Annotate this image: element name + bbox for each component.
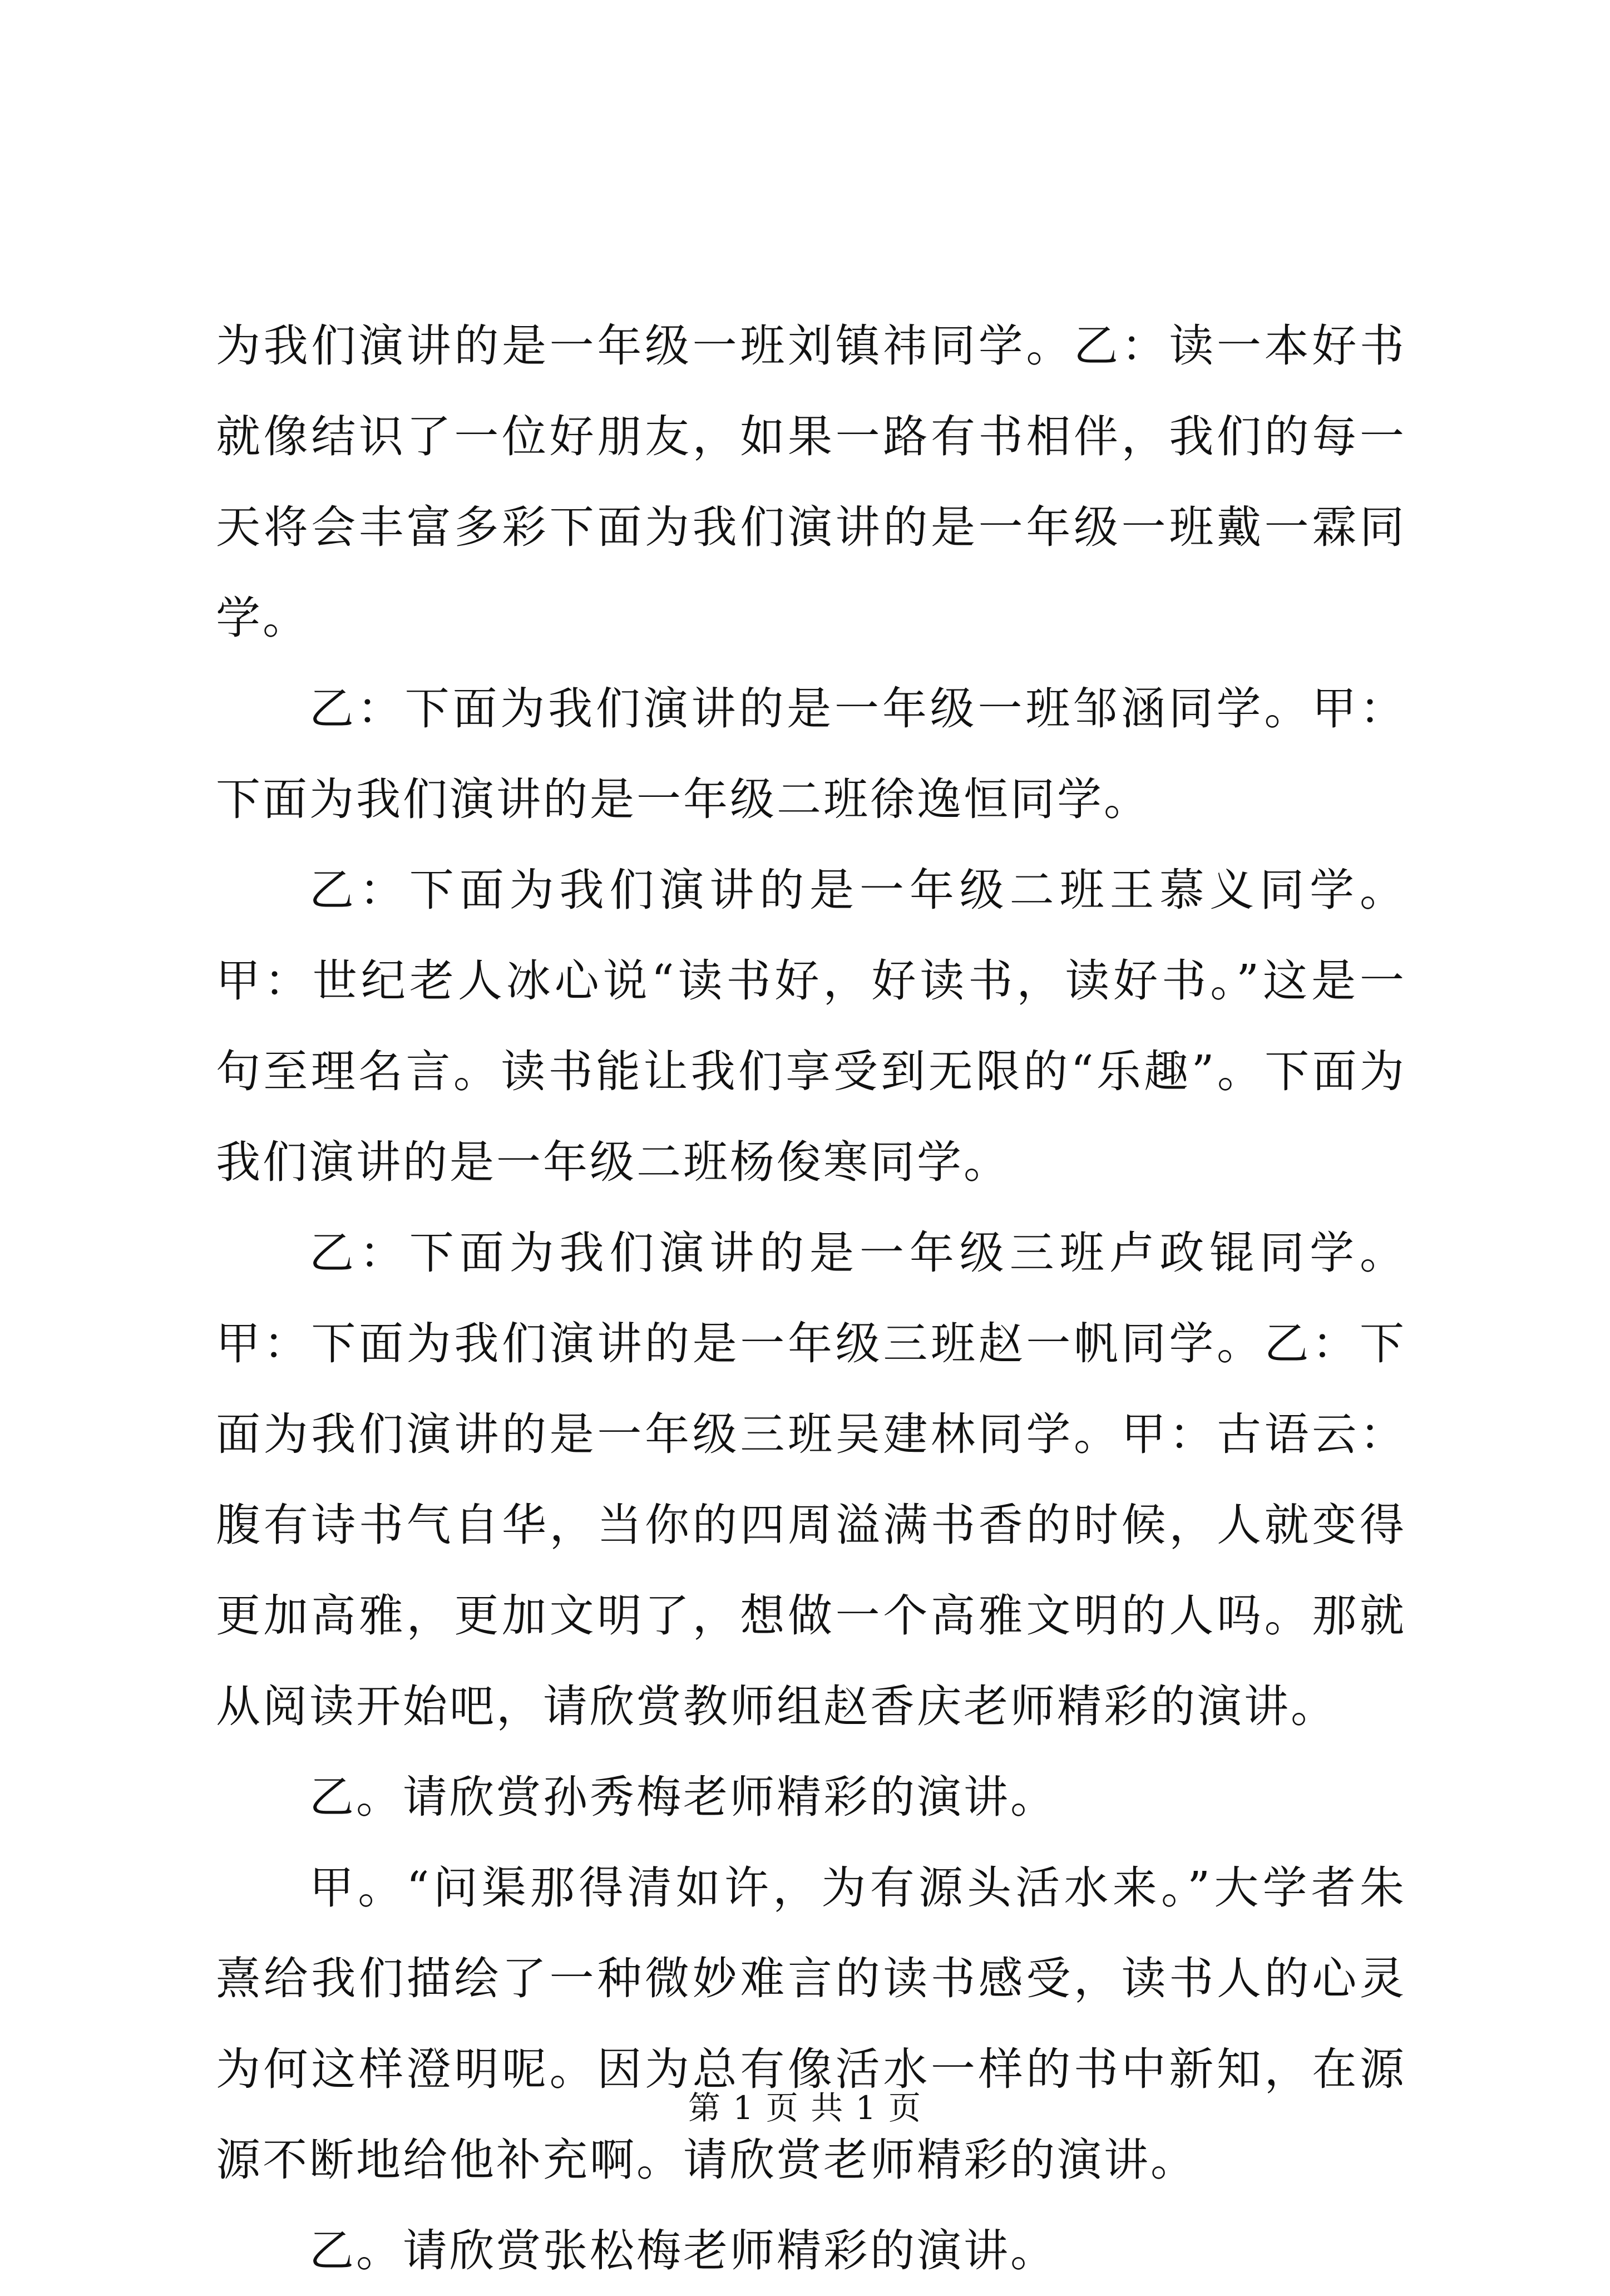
paragraph-1: 为我们演讲的是一年级一班刘镇祎同学。乙：读一本好书就像结识了一位好朋友，如果一路有书相伴，我们的每一天将会丰富多彩下面为我们演讲的是一年级一班戴一霖同学。 (216, 320, 1406, 644)
paragraph-3: 乙：下面为我们演讲的是一年级二班王慕义同学。甲：世纪老人冰心说“读书好，好读书，读好书。”这是一句至理名言。读书能让我们享受到无限的“乐趣”。下面为我们演讲的是一年级二班杨俊寒同学。 (216, 864, 1406, 1188)
paragraph-7: 乙。请欣赏张松梅老师精彩的演讲。 (309, 2225, 1057, 2277)
paragraph-6: 甲。“问渠那得清如许，为有源头活水来。”大学者朱熹给我们描绘了一种微妙难言的读书感受，读书人的心灵为何这样澄明呢。因为总有像活水一样的书中新知，在源源不断地给他补充啊。请欣赏老师精彩的演讲。 (216, 1862, 1406, 2186)
paragraph-4: 乙：下面为我们演讲的是一年级三班卢政锟同学。甲：下面为我们演讲的是一年级三班赵一帆同学。乙：下面为我们演讲的是一年级三班吴建林同学。甲：古语云：腹有诗书气自华，当你的四周溢满书香的时候，人就变得更加高雅，更加文明了，想做一个高雅文明的人吗。那就从阅读开始吧，请欣赏教师组赵香庆老师精彩的演讲。 (216, 1227, 1406, 1732)
document-body (216, 300, 1406, 2296)
page-footer: 第 1 页 共 1 页 (688, 2089, 922, 2127)
paragraph-5: 乙。请欣赏孙秀梅老师精彩的演讲。 (309, 1771, 1057, 1823)
paragraph-2: 乙：下面为我们演讲的是一年级一班邹涵同学。甲：下面为我们演讲的是一年级二班徐逸恒同学。 (216, 683, 1406, 825)
